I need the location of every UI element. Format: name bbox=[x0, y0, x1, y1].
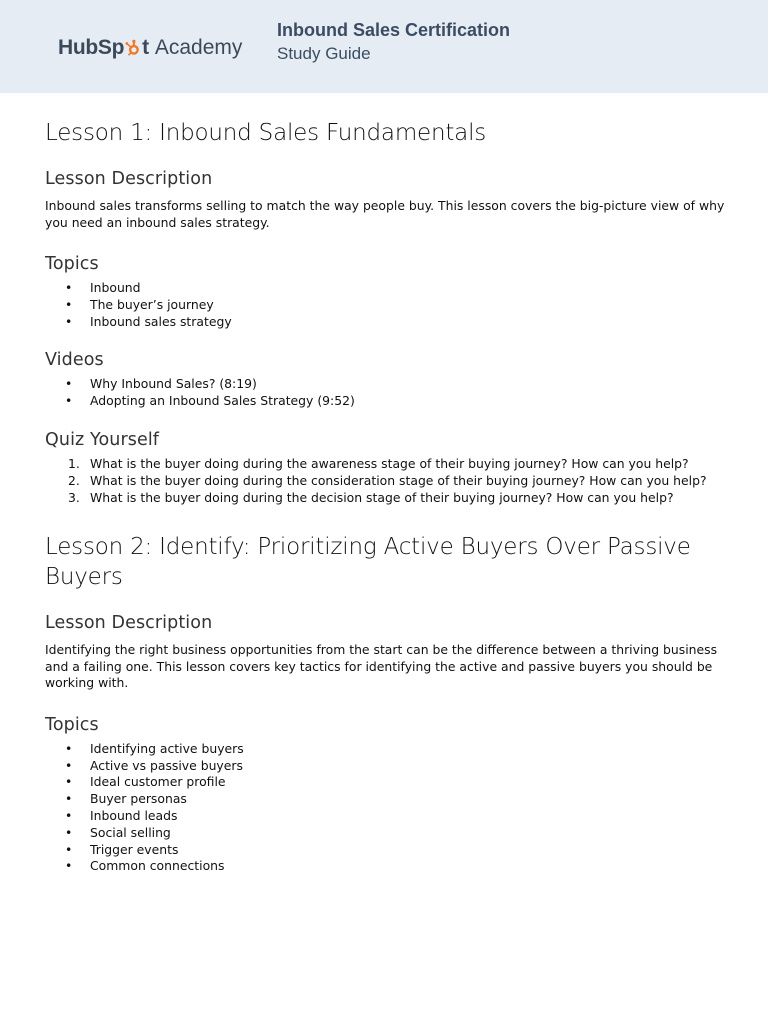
document-header bbox=[0, 0, 768, 93]
lesson-2-description-heading: Lesson Description bbox=[45, 613, 213, 634]
lesson-2-description: Identifying the right business opportunities from the start can be the difference between a thriving business and a failing one. This lesson covers key tactics for identifying the active and passive buyers you should be working with. bbox=[45, 642, 718, 691]
document-body bbox=[45, 118, 735, 875]
lesson-1-quiz-heading: Quiz Yourself bbox=[45, 429, 160, 450]
list-item: • Active vs passive buyers bbox=[65, 757, 243, 773]
lesson-2-title: Lesson 2: Identify: Prioritizing Active Buyers Over Passive Buyers bbox=[45, 534, 691, 591]
bullet-icon: • bbox=[65, 824, 73, 840]
logo-product-text: Academy bbox=[154, 36, 243, 59]
list-item: • Identifying active buyers bbox=[65, 740, 244, 756]
list-item: • Inbound sales strategy bbox=[65, 313, 232, 329]
list-item: • Inbound bbox=[65, 280, 141, 295]
lesson-1-title: Lesson 1: Inbound Sales Fundamentals bbox=[45, 120, 487, 146]
logo-brand-text: HubSp t bbox=[58, 36, 149, 59]
lesson-2-topics-list bbox=[45, 741, 735, 875]
list-item: 2. What is the buyer doing during the consideration stage of their buying journey? How can you help? bbox=[68, 472, 707, 488]
list-item: 1. What is the buyer doing during the awareness stage of their buying journey? How can you help? bbox=[68, 455, 689, 471]
list-item: • Social selling bbox=[65, 824, 171, 840]
lesson-1-description: Inbound sales transforms selling to match the way people buy. This lesson covers the big-picture view of why you need an inbound sales strategy. bbox=[45, 198, 725, 230]
list-item: • The buyer’s journey bbox=[65, 296, 214, 312]
list-item: • Inbound leads bbox=[65, 808, 178, 824]
list-item: 3. What is the buyer doing during the decision stage of their buying journey? How can you help? bbox=[68, 489, 674, 505]
lesson-1-quiz-list bbox=[45, 456, 735, 506]
list-item: • Why Inbound Sales? (8:19) bbox=[65, 376, 257, 392]
bullet-icon: • bbox=[65, 858, 73, 874]
bullet-icon: • bbox=[65, 841, 73, 857]
hubspot-academy-logo bbox=[58, 33, 242, 63]
document-subtitle: Study Guide bbox=[277, 44, 371, 63]
lesson-1-videos-heading: Videos bbox=[45, 350, 104, 371]
list-item: • Trigger events bbox=[65, 841, 179, 857]
bullet-icon: • bbox=[65, 296, 73, 312]
bullet-icon: • bbox=[65, 313, 73, 329]
bullet-icon: • bbox=[65, 774, 73, 790]
header-titles bbox=[277, 18, 510, 66]
bullet-icon: • bbox=[65, 280, 73, 295]
document-title: Inbound Sales Certification bbox=[277, 20, 511, 40]
bullet-icon: • bbox=[65, 740, 73, 756]
list-item: • Adopting an Inbound Sales Strategy (9:52) bbox=[65, 393, 355, 409]
sprocket-icon bbox=[124, 39, 142, 57]
lesson-1-description-heading: Lesson Description bbox=[45, 169, 213, 189]
bullet-icon: • bbox=[65, 791, 73, 807]
lesson-1-videos-list bbox=[45, 376, 735, 410]
lesson-1-topics-heading: Topics bbox=[45, 254, 99, 274]
list-item: • Buyer personas bbox=[65, 791, 187, 807]
list-item: • Ideal customer profile bbox=[65, 774, 226, 790]
bullet-icon: • bbox=[65, 757, 73, 773]
bullet-icon: • bbox=[65, 393, 73, 409]
list-item: • Common connections bbox=[65, 858, 225, 874]
bullet-icon: • bbox=[65, 376, 73, 392]
lesson-2-topics-heading: Topics bbox=[45, 714, 99, 735]
bullet-icon: • bbox=[65, 808, 73, 824]
lesson-1-topics-list bbox=[45, 280, 735, 330]
